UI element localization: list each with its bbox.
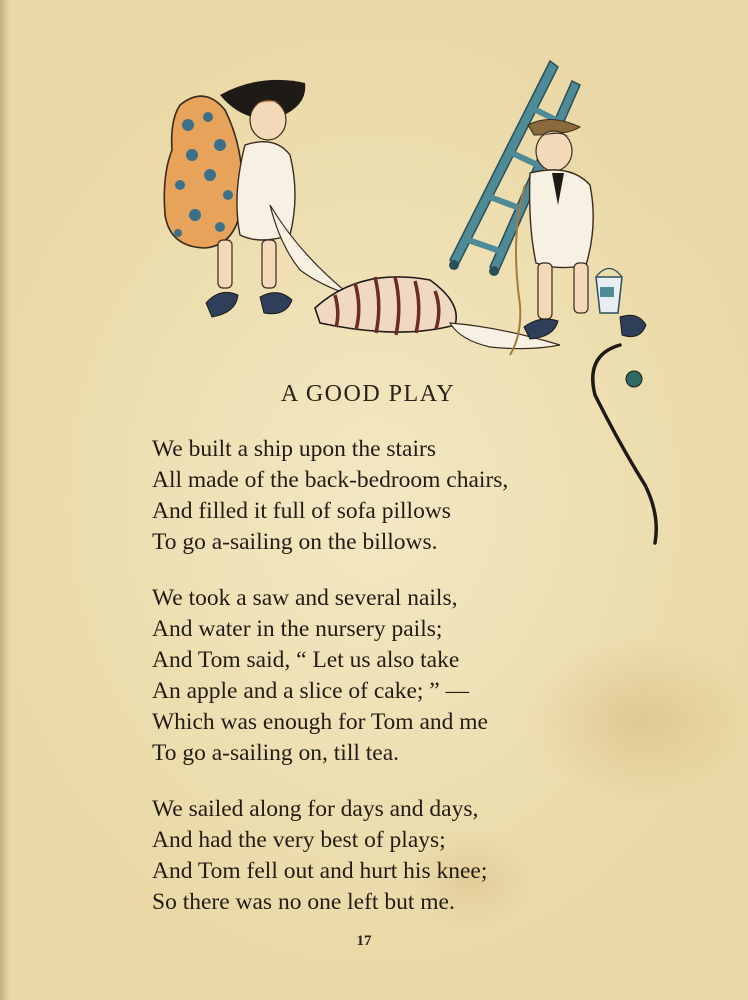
poem-line: So there was no one left but me. <box>152 889 455 915</box>
boy-carrying-pillow <box>164 80 350 317</box>
poem-line: To go a-sailing on the billows. <box>152 529 438 555</box>
poem-line: We took a saw and several nails, <box>152 585 458 611</box>
stanza-2 <box>152 583 508 769</box>
poem-line: An apple and a slice of cake; ” — <box>152 678 470 704</box>
poem-line: And filled it full of sofa pillows <box>152 498 451 524</box>
poem-line: And water in the nursery pails; <box>152 616 443 642</box>
poem-line: And had the very best of plays; <box>152 827 446 853</box>
poem-line: And Tom fell out and hurt his knee; <box>152 858 488 884</box>
poem-line: We built a ship upon the stairs <box>152 436 436 462</box>
poem-line: All made of the back-bedroom chairs, <box>152 467 509 493</box>
page-number: 17 <box>356 933 372 949</box>
poem-line: We sailed along for days and days, <box>152 796 479 822</box>
stanza-3 <box>152 794 508 918</box>
striped-pillow <box>315 277 560 349</box>
poem-title: A GOOD PLAY <box>280 381 456 407</box>
stanza-1 <box>152 434 508 558</box>
poem-line: And Tom said, “ Let us also take <box>152 647 460 673</box>
poem-line: Which was enough for Tom and me <box>152 709 488 735</box>
poem-body <box>152 434 508 943</box>
poem-line: To go a-sailing on, till tea. <box>152 740 400 766</box>
